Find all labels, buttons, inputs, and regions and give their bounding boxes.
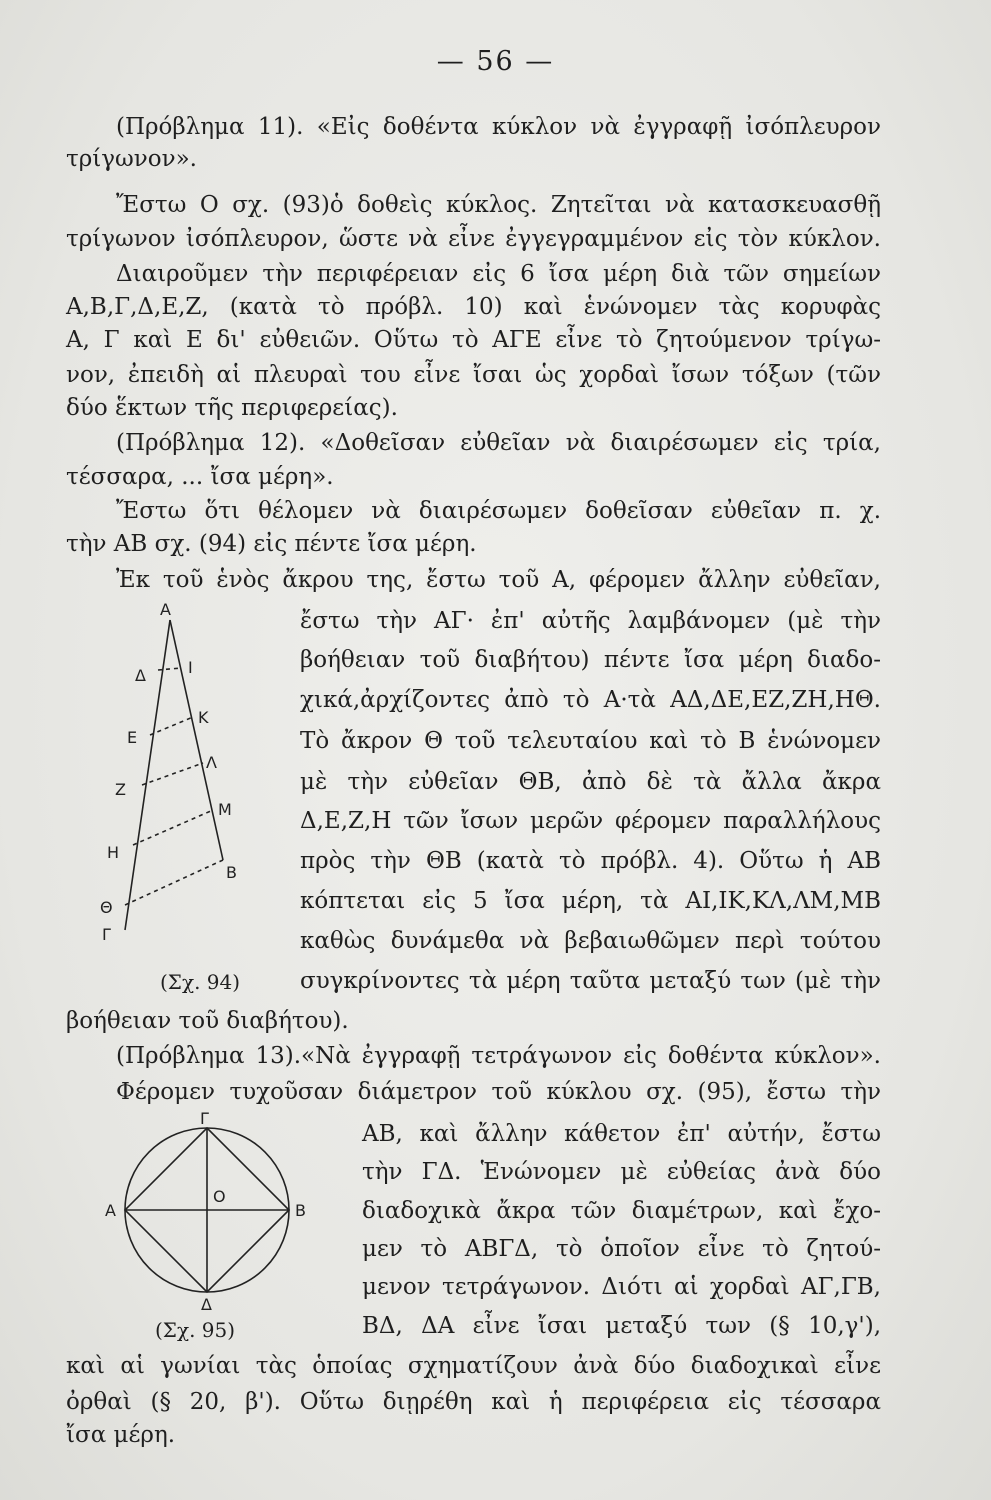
text-line: ὀρθαὶ (§ 20, β'). Οὕτω διῃρέθη καὶ ἡ περιφέρεια εἰς τέσσαρα [66, 1389, 881, 1415]
text-line: βοήθειαν τοῦ διαβήτου) πέντε ἴσα μέρη διαδο- [300, 647, 881, 673]
dashed-line-hm [133, 810, 213, 845]
text-line: ΒΔ, ΔΑ εἶνε ἴσαι μεταξύ των (§ 10,γ'), [362, 1313, 881, 1339]
text-line: διαδοχικὰ ἄκρα τῶν διαμέτρων, καὶ ἔχο- [362, 1198, 881, 1224]
text-line: συγκρίνοντες τὰ μέρη ταῦτα μεταξύ των (μὲ τὴν [300, 968, 881, 994]
label-e: Ε [127, 728, 138, 747]
text-line: καθὼς δυνάμεθα νὰ βεβαιωθῶμεν περὶ τούτου [300, 928, 881, 954]
dashed-line-zl [142, 763, 203, 785]
label-g: Γ [200, 1110, 209, 1128]
dashed-line-thb [125, 860, 223, 905]
text-line: Α,Β,Γ,Δ,Ε,Ζ, (κατὰ τὸ πρόβλ. 10) καὶ ἑνώνομεν τὰς κορυφὰς [66, 294, 881, 320]
text-line: δύο ἕκτων τῆς περιφερείας). [66, 395, 398, 421]
text-line: τέσσαρα, ... ἴσα μέρη». [66, 464, 334, 490]
text-line: ἴσα μέρη. [66, 1422, 176, 1448]
text-line: τρίγωνον ἰσόπλευρον, ὥστε νὰ εἶνε ἐγγεγραμμένον εἰς τὸν κύκλον. [66, 226, 881, 252]
text-line: Ἐκ τοῦ ἑνὸς ἄκρου της, ἔστω τοῦ Α, φέρομεν ἄλλην εὐθεῖαν, [116, 567, 881, 593]
text-line: Α, Γ καὶ Ε δι' εὐθειῶν. Οὕτω τὸ ΑΓΕ εἶνε τὸ ζητούμενον τρίγω- [66, 327, 881, 353]
text-line: βοήθειαν τοῦ διαβήτου). [66, 1008, 349, 1034]
label-h: Η [107, 843, 120, 862]
line-ag [125, 620, 170, 930]
text-line: νον, ἐπειδὴ αἱ πλευραὶ του εἶνε ἴσαι ὡς χορδαὶ ἴσων τόξων (τῶν [66, 362, 881, 388]
text-line: καὶ αἱ γωνίαι τὰς ὁποίας σχηματίζουν ἀνὰ δύο διαδοχικαὶ εἶνε [66, 1353, 881, 1379]
label-g: Γ [102, 925, 111, 944]
text-line: Ἔστω Ο σχ. (93)ὁ δοθεὶς κύκλος. Ζητεῖται νὰ κατασκευασθῇ [116, 192, 881, 218]
label-k: Κ [198, 708, 209, 727]
text-line: μὲ τὴν εὐθεῖαν ΘΒ, ἀπὸ δὲ τὰ ἄλλα ἄκρα [300, 769, 881, 795]
text-line: τρίγωνον». [66, 146, 197, 172]
dashed-line-di [158, 668, 181, 670]
figure-95-diagram [95, 1110, 325, 1320]
label-m: Μ [218, 800, 232, 819]
text-line: μεν τὸ ΑΒΓΔ, τὸ ὁποῖον εἶνε τὸ ζητού- [362, 1236, 881, 1262]
text-line: ΑΒ, καὶ ἄλλην κάθετον ἐπ' αὐτήν, ἔστω [362, 1121, 881, 1147]
label-i: Ι [188, 658, 193, 677]
text-line: (Πρόβλημα 11). «Εἰς δοθέντα κύκλον νὰ ἐγγραφῇ ἰσόπλευρον [116, 114, 881, 140]
text-line: (Πρόβλημα 13).«Νὰ ἐγγραφῇ τετράγωνον εἰς δοθέντα κύκλον». [116, 1043, 881, 1069]
text-line: χικά,ἀρχίζοντες ἀπὸ τὸ Α·τὰ ΑΔ,ΔΕ,ΕΖ,ΖΗ,ΗΘ. [300, 687, 881, 713]
label-z: Ζ [115, 780, 126, 799]
label-a: Α [105, 1201, 116, 1220]
label-l: Λ [206, 753, 217, 772]
text-line: ἔστω τὴν ΑΓ· ἐπ' αὐτῆς λαμβάνομεν (μὲ τὴν [300, 608, 881, 634]
text-line: Φέρομεν τυχοῦσαν διάμετρον τοῦ κύκλου σχ. (95), ἔστω τὴν [116, 1079, 881, 1105]
page-number: — 56 — [436, 46, 555, 77]
text-line: μενον τετράγωνον. Διότι αἱ χορδαὶ ΑΓ,ΓΒ, [362, 1274, 881, 1300]
figure-94-diagram [80, 595, 260, 955]
label-o: Ο [213, 1187, 226, 1206]
label-a: Α [160, 600, 171, 619]
dashed-line-ek [150, 717, 193, 735]
text-line: Τὸ ἄκρον Θ τοῦ τελευταίου καὶ τὸ Β ἑνώνομεν [300, 728, 881, 754]
text-line: Διαιροῦμεν τὴν περιφέρειαν εἰς 6 ἴσα μέρη διὰ τῶν σημείων [116, 261, 881, 287]
text-line: πρὸς τὴν ΘΒ (κατὰ τὸ πρόβλ. 4). Οὕτω ἡ ΑΒ [300, 848, 881, 874]
text-line: κόπτεται εἰς 5 ἴσα μέρη, τὰ ΑΙ,ΙΚ,ΚΛ,ΛΜ,ΜΒ [300, 888, 881, 914]
label-th: Θ [100, 898, 113, 917]
segment-ab [170, 620, 223, 860]
text-line: Ἔστω ὅτι θέλομεν νὰ διαιρέσωμεν δοθεῖσαν εὐθεῖαν π. χ. [116, 498, 881, 524]
label-b: Β [295, 1201, 306, 1220]
figure-95-caption: (Σχ. 95) [155, 1318, 236, 1342]
text-line: Δ,Ε,Ζ,Η τῶν ἴσων μερῶν φέρομεν παραλλήλους [300, 808, 881, 834]
label-b: Β [226, 863, 237, 882]
text-line: (Πρόβλημα 12). «Δοθεῖσαν εὐθεῖαν νὰ διαιρέσωμεν εἰς τρία, [116, 430, 881, 456]
text-line: τὴν ΓΔ. Ἑνώνομεν μὲ εὐθείας ἀνὰ δύο [362, 1159, 881, 1185]
label-d: Δ [135, 666, 146, 685]
text-line: τὴν ΑΒ σχ. (94) εἰς πέντε ἴσα μέρη. [66, 531, 477, 557]
label-d: Δ [201, 1295, 212, 1314]
figure-94-caption: (Σχ. 94) [160, 970, 241, 994]
